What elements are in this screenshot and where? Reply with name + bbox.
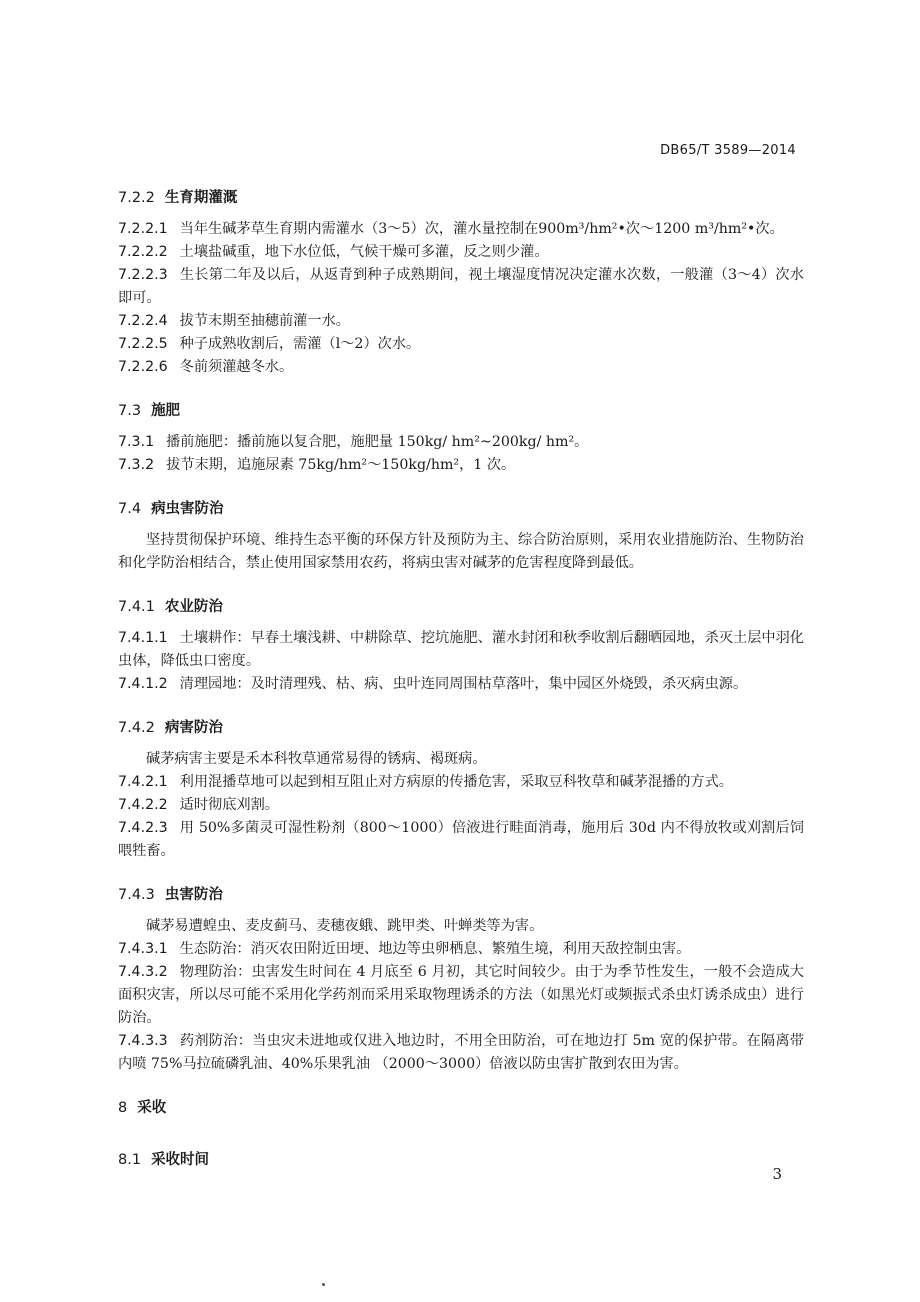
section-spacer	[118, 696, 804, 717]
heading-spacer	[118, 1172, 804, 1180]
clause-item	[118, 794, 804, 817]
clause-number: 7.4.2.2	[118, 797, 168, 813]
section-number: 7.2.2	[118, 190, 155, 206]
section-spacer	[118, 477, 804, 498]
clause-text: 适时彻底刈割。	[179, 797, 279, 813]
heading-spacer	[118, 740, 804, 748]
section-spacer	[118, 863, 804, 884]
clause-text: 种子成熟收割后，需灌（l～2）次水。	[179, 336, 421, 352]
heading-spacer	[118, 210, 804, 218]
section-heading	[118, 400, 804, 423]
heading-spacer	[118, 521, 804, 529]
clause-text: 清理园地：及时清理残、枯、病、虫叶连同周围枯草落叶，集中园区外烧毁，杀灭病虫源。	[179, 676, 748, 692]
section-spacer	[118, 1128, 804, 1149]
heading-spacer	[118, 423, 804, 431]
section-title: 病害防治	[164, 720, 223, 736]
clause-number: 7.3.2	[118, 457, 155, 473]
section-number: 7.4.1	[118, 599, 155, 615]
clause-number: 7.2.2.5	[118, 336, 168, 352]
clause-number: 7.4.2.1	[118, 774, 168, 790]
body-paragraph: 碱茅病害主要是禾本科牧草通常易得的锈病、褐斑病。	[146, 751, 487, 767]
clause-number: 7.2.2.4	[118, 313, 168, 329]
clause-item	[118, 218, 804, 241]
section-number: 8.1	[118, 1152, 142, 1168]
clause-item	[118, 673, 804, 696]
clause-text: 用 50%多菌灵可湿性粉剂（800～1000）倍液进行畦面消毒，施用后 30d 内不得放牧或刈割后饲喂牲畜。	[118, 820, 804, 859]
section-spacer	[118, 575, 804, 596]
body-paragraph: 坚持贯彻保护环境、维持生态平衡的环保方针及预防为主、综合防治原则，采用农业措施防治、生物防治和化学防治相结合，禁止使用国家禁用农药，将病虫害对碱茅的危害程度降到最低。	[118, 532, 804, 571]
clause-text: 物理防治：虫害发生时间在 4 月底至 6 月初，其它时间较少。由于为季节性发生，一般不会造成大面积灾害，所以尽可能不采用化学药剂而采用采取物理诱杀的方法（如黑光灯或频振式杀虫灯诱杀成虫）进行防治。	[118, 964, 804, 1026]
clause-number: 7.4.1.2	[118, 676, 168, 692]
clause-number: 7.2.2.2	[118, 244, 168, 260]
section-heading	[118, 596, 804, 619]
section-title: 采收	[137, 1100, 167, 1116]
section-heading	[118, 717, 804, 740]
clause-number: 7.2.2.3	[118, 267, 168, 283]
clause-text: 拔节末期至抽穗前灌一水。	[179, 313, 350, 329]
section-heading	[118, 187, 804, 210]
heading-spacer	[118, 1120, 804, 1128]
clause-text: 播前施肥：播前施以复合肥，施肥量 150kg/ hm²~200kg/ hm²。	[166, 434, 589, 450]
heading-spacer	[118, 907, 804, 915]
section-number: 7.4	[118, 501, 142, 517]
clause-item	[118, 241, 804, 264]
clause-item	[118, 310, 804, 333]
document-code: DB65/T 3589—2014	[660, 143, 796, 158]
clause-number: 7.2.2.6	[118, 359, 168, 375]
section-spacer	[118, 379, 804, 400]
clause-text: 利用混播草地可以起到相互阻止对方病原的传播危害，采取豆科牧草和碱茅混播的方式。	[179, 774, 733, 790]
clause-item	[118, 264, 804, 310]
clause-item	[118, 431, 804, 454]
clause-number: 7.4.3.1	[118, 941, 168, 957]
scan-speck	[322, 1283, 325, 1286]
section-number: 7.4.2	[118, 720, 155, 736]
clause-number: 7.4.3.2	[118, 964, 168, 980]
clause-item	[118, 938, 804, 961]
clause-number: 7.4.2.3	[118, 820, 168, 836]
clause-item	[118, 627, 804, 673]
clause-item	[118, 961, 804, 1030]
clause-text: 拔节末期，追施尿素 75kg/hm²～150kg/hm²，1 次。	[166, 457, 516, 473]
section-title: 病虫害防治	[151, 501, 224, 517]
clause-item	[118, 771, 804, 794]
section-number: 8	[118, 1100, 128, 1116]
page-number: 3	[772, 1165, 782, 1183]
clause-item	[118, 333, 804, 356]
clause-item	[118, 817, 804, 863]
clause-item	[118, 356, 804, 379]
section-heading	[118, 498, 804, 521]
heading-spacer	[118, 619, 804, 627]
section-title: 施肥	[151, 403, 181, 419]
section-title: 生育期灌溉	[164, 190, 238, 206]
section-spacer	[118, 1076, 804, 1097]
body-paragraph: 碱茅易遭蝗虫、麦皮蓟马、麦穗夜蛾、跳甲类、叶蝉类等为害。	[146, 918, 544, 934]
document-body	[118, 187, 804, 1180]
clause-item	[118, 1030, 804, 1076]
clause-number: 7.2.2.1	[118, 221, 168, 237]
section-heading	[118, 884, 804, 907]
clause-text: 冬前须灌越冬水。	[179, 359, 294, 375]
section-heading	[118, 1097, 804, 1120]
clause-text: 土壤耕作：早春土壤浅耕、中耕除草、挖坑施肥、灌水封闭和秋季收割后翻晒园地，杀灭土层中羽化虫体，降低虫口密度。	[118, 630, 804, 669]
clause-text: 生长第二年及以后，从返青到种子成熟期间，视土壤湿度情况决定灌水次数，一般灌（3～4）次水即可。	[118, 267, 804, 306]
section-title: 采收时间	[151, 1152, 210, 1168]
clause-text: 土壤盐碱重，地下水位低，气候干燥可多灌，反之则少灌。	[179, 244, 549, 260]
clause-text: 生态防治：消灭农田附近田埂、地边等虫卵栖息、繁殖生境，利用天敌控制虫害。	[179, 941, 691, 957]
section-title: 虫害防治	[164, 887, 223, 903]
clause-number: 7.4.1.1	[118, 630, 168, 646]
section-heading	[118, 1149, 804, 1172]
clause-number: 7.4.3.3	[118, 1033, 168, 1049]
clause-text: 当年生碱茅草生育期内需灌水（3～5）次，灌水量控制在900m³/hm²•次～1200 m³/hm²•次。	[179, 221, 784, 237]
section-number: 7.4.3	[118, 887, 155, 903]
section-title: 农业防治	[164, 599, 223, 615]
section-number: 7.3	[118, 403, 142, 419]
clause-text: 药剂防治：当虫灾未进地或仅进入地边时，不用全田防治，可在地边打 5m 宽的保护带。在隔离带内喷 75%马拉硫磷乳油、40%乐果乳油 （2000～3000）倍液以防虫害扩散到农田为害。	[118, 1033, 804, 1072]
clause-number: 7.3.1	[118, 434, 155, 450]
clause-item	[118, 454, 804, 477]
